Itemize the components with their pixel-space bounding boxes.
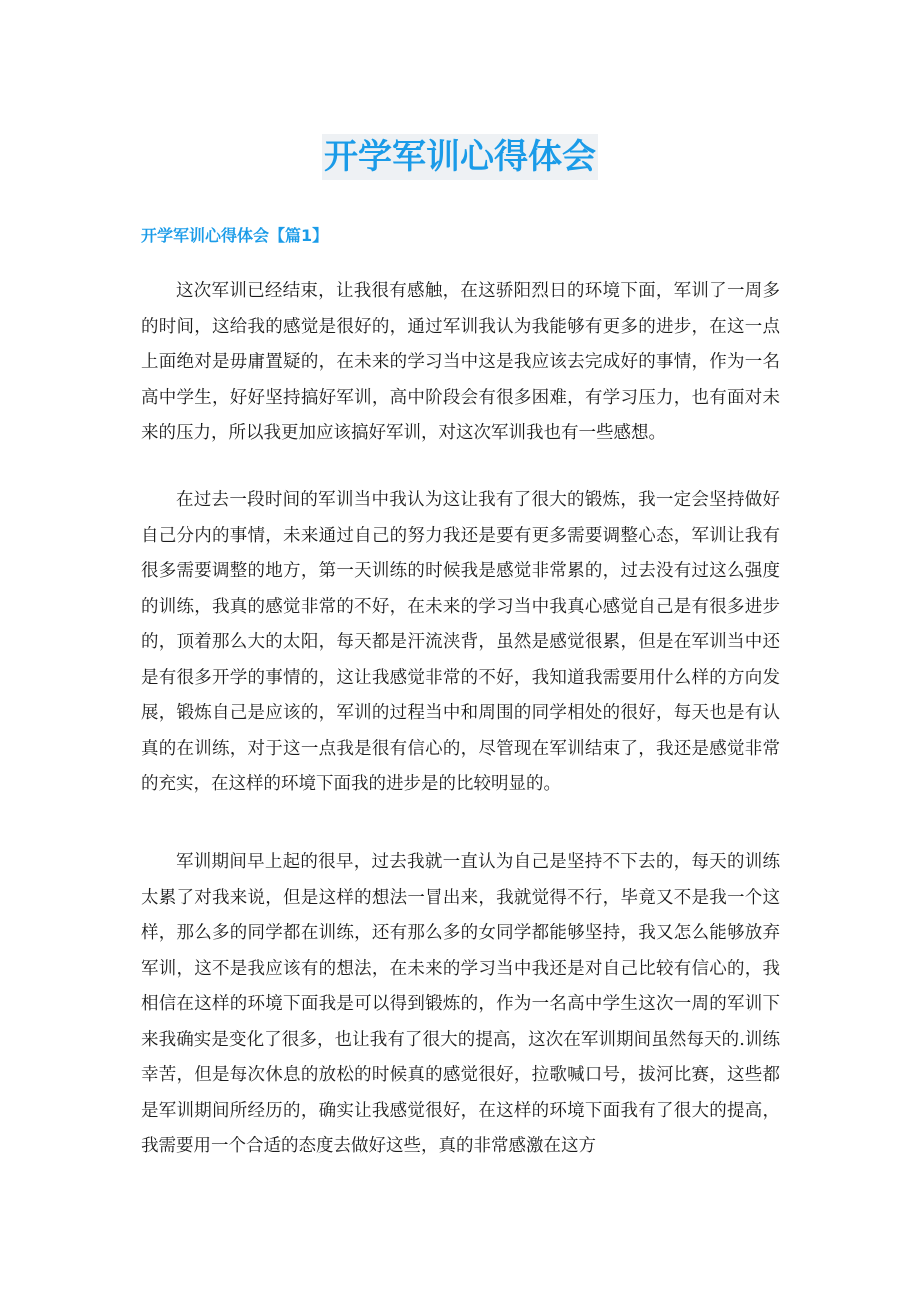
paragraph-3: 军训期间早上起的很早，过去我就一直认为自己是坚持不下去的，每天的训练太累了对我来说，但是这样的想法一冒出来，我就觉得不行，毕竟又不是我一个这样，那么多的同学都在训练，还有那么多的女同学都能够坚持，我又怎么能够放弃军训，这不是我应该有的想法，在未来的学习当中我还是对自己比较有信心的，我相信在这样的环境下面我是可以得到锻炼的，作为一名高中学生这次一周的军训下来我确实是变化了很多，也让我有了很大的提高，这次在军训期间虽然每天的.训练幸苦，但是每次休息的放松的时候真的感觉很好，拉歌喊口号，拔河比赛，这些都是军训期间所经历的，确实让我感觉很好，在这样的环境下面我有了很大的提高，我需要用一个合适的态度去做好这些，真的非常感激在这方 bbox=[141, 852, 780, 1156]
paragraph-1: 这次军训已经结束，让我很有感触，在这骄阳烈日的环境下面，军训了一周多的时间，这给我的感觉是很好的，通过军训我认为我能够有更多的进步，在这一点上面绝对是毋庸置疑的，在未来的学习当中这是我应该去完成好的事情，作为一名高中学生，好好坚持搞好军训，高中阶段会有很多困难，有学习压力，也有面对未来的压力，所以我更加应该搞好军训，对这次军训我也有一些感想。 bbox=[141, 281, 780, 443]
paragraph-2: 在过去一段时间的军训当中我认为这让我有了很大的锻炼，我一定会坚持做好自己分内的事情，未来通过自己的努力我还是要有更多需要调整心态，军训让我有很多需要调整的地方，第一天训练的时候我是感觉非常累的，过去没有过这么强度的训练，我真的感觉非常的不好，在未来的学习当中我真心感觉自己是有很多进步的，顶着那么大的太阳，每天都是汗流浃背，虽然是感觉很累，但是在军训当中还是有很多开学的事情的，这让我感觉非常的不好，我知道我需要用什么样的方向发展，锻炼自己是应该的，军训的过程当中和周围的同学相处的很好，每天也是有认真的在训练，对于这一点我是很有信心的，尽管现在军训结束了，我还是感觉非常的充实，在这样的环境下面我的进步是的比较明显的。 bbox=[141, 490, 780, 794]
title-container bbox=[0, 134, 920, 180]
section-heading: 开学军训心得体会【篇1】 bbox=[141, 226, 329, 245]
document-title: 开学军训心得体会 bbox=[322, 134, 598, 180]
